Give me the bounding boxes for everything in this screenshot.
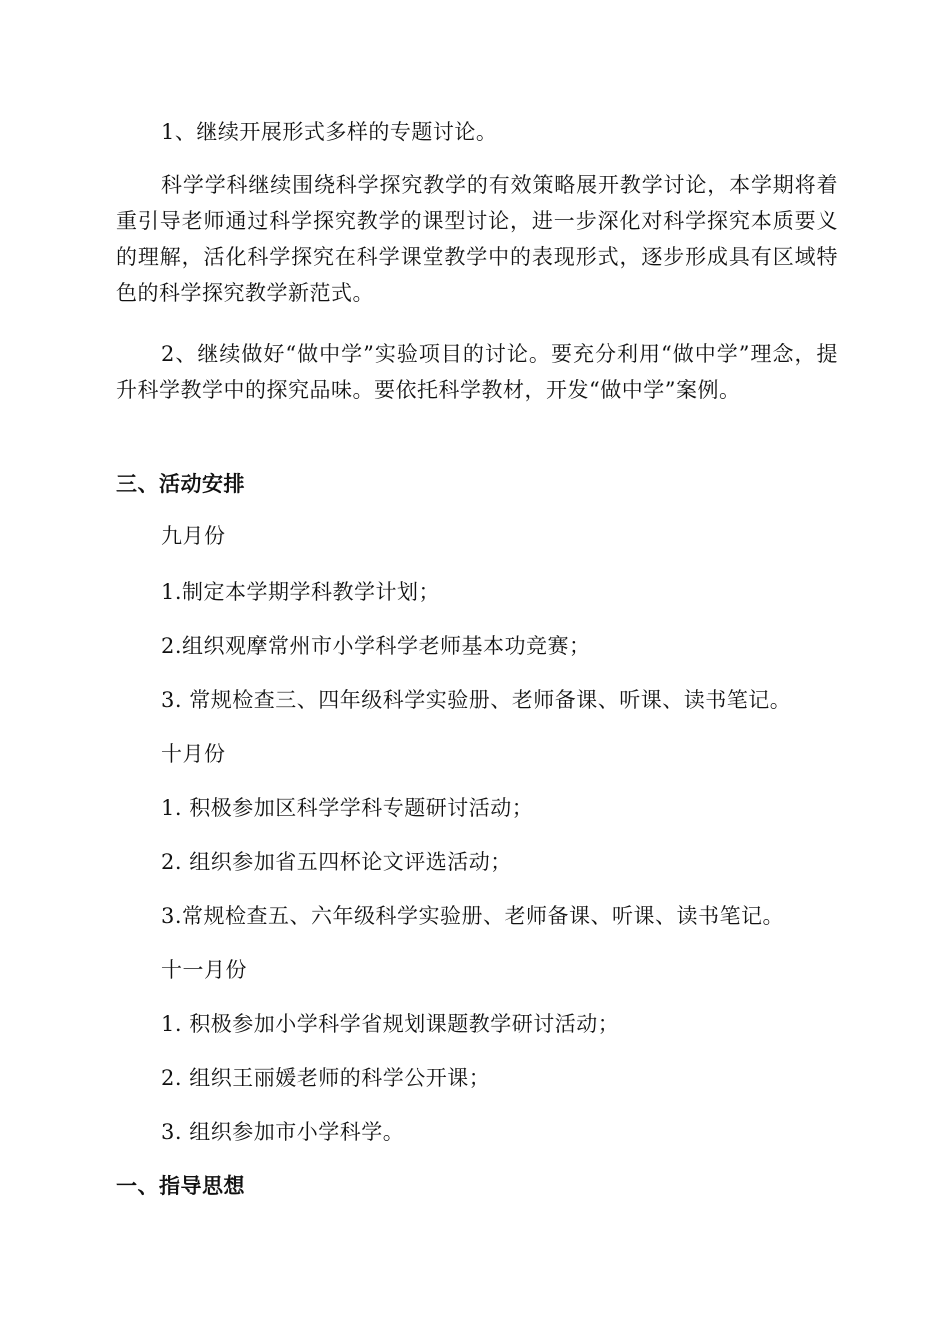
list-item: 1. 积极参加小学科学省规划课题教学研讨活动； — [161, 1012, 620, 1036]
list-item: 2.组织观摩常州市小学科学老师基本功竞赛； — [161, 634, 591, 658]
item-continue-discussion: 1、继续开展形式多样的专题讨论。 — [161, 120, 498, 144]
paragraph-science-discussion: 科学学科继续围绕科学探究教学的有效策略展开教学讨论，本学期将着重引导老师通过科学探究教学的课型讨论，进一步深化对科学探究本质要义的理解，活化科学探究在科学课堂教学中的表现形式，逐步形成具有区域特色的科学探究教学新范式。 — [116, 173, 838, 305]
list-item: 3. 组织参加市小学科学。 — [161, 1120, 405, 1144]
section-heading-guiding-thought: 一、指导思想 — [116, 1174, 245, 1198]
month-heading-september: 九月份 — [161, 524, 226, 548]
month-heading-november: 十一月份 — [161, 958, 247, 982]
month-heading-october: 十月份 — [161, 742, 226, 766]
list-item: 3.常规检查五、六年级科学实验册、老师备课、听课、读书笔记。 — [161, 904, 785, 928]
list-item: 1.制定本学期学科教学计划； — [161, 580, 441, 604]
list-item: 2. 组织参加省五四杯论文评选活动； — [161, 850, 512, 874]
list-item: 1. 积极参加区科学学科专题研讨活动； — [161, 796, 534, 820]
list-item: 3. 常规检查三、四年级科学实验册、老师备课、听课、读书笔记。 — [161, 688, 792, 712]
list-item: 2. 组织王丽媛老师的科学公开课； — [161, 1066, 491, 1090]
paragraph-learning-by-doing: 2、继续做好“做中学”实验项目的讨论。要充分利用“做中学”理念，提升科学教学中的探究品味。要依托科学教材，开发“做中学”案例。 — [116, 342, 838, 402]
section-heading-activities: 三、活动安排 — [116, 472, 245, 496]
